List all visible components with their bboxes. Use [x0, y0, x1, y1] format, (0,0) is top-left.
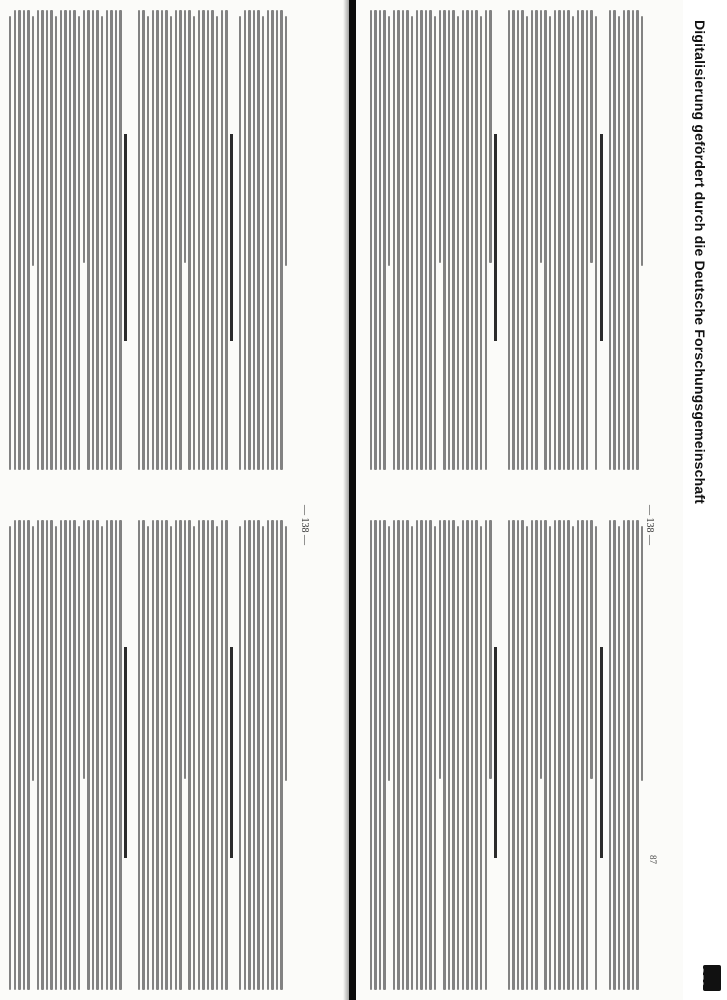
text-line — [508, 520, 510, 990]
section-heading-mark — [600, 647, 603, 859]
text-line — [434, 526, 436, 990]
text-line — [627, 10, 629, 470]
text-line — [64, 520, 66, 990]
text-line — [572, 16, 574, 470]
text-line — [406, 520, 408, 990]
text-line — [572, 526, 574, 990]
text-line — [448, 10, 450, 470]
text-line — [221, 10, 223, 470]
text-line — [285, 526, 287, 781]
dfg-logo-label: DFG — [695, 968, 705, 987]
text-line — [280, 520, 282, 990]
text-line — [609, 520, 611, 990]
text-line — [567, 10, 569, 470]
text-line — [549, 526, 551, 990]
section-heading-mark — [230, 647, 233, 859]
text-line — [78, 526, 80, 990]
text-line — [508, 10, 510, 470]
text-line — [257, 520, 259, 990]
text-line — [83, 10, 85, 263]
text-line — [27, 10, 29, 470]
text-line — [165, 520, 167, 990]
text-line — [429, 10, 431, 470]
text-line — [393, 10, 395, 470]
text-line — [147, 526, 149, 990]
text-line — [526, 526, 528, 990]
text-line — [517, 520, 519, 990]
text-line — [280, 10, 282, 470]
text-line — [179, 520, 181, 990]
text-line — [198, 10, 200, 470]
text-line — [73, 520, 75, 990]
text-line — [188, 10, 190, 470]
text-line — [156, 520, 158, 990]
left-page — [0, 0, 350, 1000]
text-line — [471, 520, 473, 990]
text-line — [78, 16, 80, 470]
text-line — [165, 10, 167, 470]
text-line — [262, 16, 264, 470]
text-line — [193, 526, 195, 990]
text-line — [370, 520, 372, 990]
text-line — [18, 520, 20, 990]
text-line — [202, 10, 204, 470]
text-line — [641, 526, 643, 781]
text-line — [623, 520, 625, 990]
text-line — [92, 520, 94, 990]
text-line — [37, 520, 39, 990]
text-line — [14, 520, 16, 990]
text-line — [402, 10, 404, 470]
text-line — [207, 10, 209, 470]
text-line — [115, 10, 117, 470]
text-line — [106, 520, 108, 990]
text-line — [383, 520, 385, 990]
text-line — [457, 16, 459, 470]
text-line — [540, 520, 542, 779]
text-line — [402, 520, 404, 990]
text-line — [531, 10, 533, 470]
text-line — [383, 10, 385, 470]
text-line — [248, 10, 250, 470]
text-line — [618, 16, 620, 470]
text-line — [448, 520, 450, 990]
text-line — [211, 520, 213, 990]
text-line — [489, 10, 491, 263]
text-line — [225, 10, 227, 470]
text-line — [271, 10, 273, 470]
text-line — [285, 16, 287, 266]
text-line — [393, 520, 395, 990]
text-line — [517, 10, 519, 470]
section-heading-mark — [230, 134, 233, 341]
text-line — [388, 526, 390, 781]
text-line — [175, 520, 177, 990]
text-line — [577, 520, 579, 990]
page-edge-mark: 87 — [648, 855, 658, 864]
text-line — [152, 520, 154, 990]
text-line — [64, 10, 66, 470]
text-line — [416, 10, 418, 470]
text-line — [96, 10, 98, 470]
text-line — [170, 16, 172, 470]
text-line — [439, 10, 441, 263]
text-line — [434, 16, 436, 470]
section-heading-mark — [600, 134, 603, 341]
text-line — [485, 10, 487, 470]
text-line — [554, 10, 556, 470]
text-line — [388, 16, 390, 266]
text-line — [609, 10, 611, 470]
text-line — [590, 10, 592, 263]
text-line — [262, 526, 264, 990]
text-line — [526, 16, 528, 470]
right-page-number: — 138 — — [644, 505, 655, 545]
text-line — [147, 16, 149, 470]
text-line — [138, 520, 140, 990]
text-line — [37, 10, 39, 470]
text-line — [595, 16, 597, 470]
text-line — [452, 520, 454, 990]
text-line — [374, 520, 376, 990]
text-line — [425, 520, 427, 990]
text-line — [69, 520, 71, 990]
text-line — [156, 10, 158, 470]
text-line — [225, 520, 227, 990]
text-line — [535, 520, 537, 990]
text-line — [521, 10, 523, 470]
text-line — [544, 520, 546, 990]
text-line — [581, 520, 583, 990]
text-line — [590, 520, 592, 779]
text-line — [425, 10, 427, 470]
text-line — [184, 520, 186, 779]
text-line — [9, 16, 11, 470]
text-line — [23, 520, 25, 990]
text-line — [18, 10, 20, 470]
text-line — [636, 520, 638, 990]
text-line — [211, 10, 213, 470]
text-line — [567, 520, 569, 990]
text-line — [60, 520, 62, 990]
text-line — [253, 520, 255, 990]
text-line — [586, 10, 588, 470]
text-line — [420, 10, 422, 470]
text-line — [60, 10, 62, 470]
text-line — [535, 10, 537, 470]
text-line — [406, 10, 408, 470]
text-line — [420, 520, 422, 990]
text-line — [244, 10, 246, 470]
section-heading-mark — [124, 647, 127, 859]
text-line — [641, 16, 643, 266]
text-line — [41, 10, 43, 470]
right-page — [356, 0, 683, 1000]
text-line — [46, 520, 48, 990]
text-line — [207, 520, 209, 990]
text-line — [32, 526, 34, 781]
text-line — [489, 520, 491, 779]
text-line — [370, 10, 372, 470]
section-heading-mark — [124, 134, 127, 341]
text-line — [110, 10, 112, 470]
text-line — [267, 520, 269, 990]
text-line — [374, 10, 376, 470]
text-line — [581, 10, 583, 470]
text-line — [471, 10, 473, 470]
text-line — [586, 520, 588, 990]
text-line — [257, 10, 259, 470]
text-line — [216, 526, 218, 990]
text-line — [161, 10, 163, 470]
text-line — [512, 10, 514, 470]
text-line — [632, 520, 634, 990]
text-line — [627, 520, 629, 990]
text-line — [549, 16, 551, 470]
text-line — [188, 520, 190, 990]
text-line — [439, 520, 441, 779]
text-line — [170, 526, 172, 990]
text-line — [14, 10, 16, 470]
text-line — [475, 10, 477, 470]
text-line — [138, 10, 140, 470]
text-line — [55, 526, 57, 990]
text-line — [101, 16, 103, 470]
text-line — [46, 10, 48, 470]
text-line — [429, 520, 431, 990]
text-line — [416, 520, 418, 990]
text-line — [69, 10, 71, 470]
text-line — [379, 10, 381, 470]
text-line — [110, 520, 112, 990]
text-line — [50, 10, 52, 470]
digitization-stamp-text: Digitalisierung gefördert durch die Deutsche Forschungsgemeinschaft — [692, 20, 708, 505]
text-line — [9, 526, 11, 990]
text-line — [27, 520, 29, 990]
text-line — [411, 526, 413, 990]
text-line — [457, 526, 459, 990]
text-line — [480, 16, 482, 470]
text-line — [115, 520, 117, 990]
text-line — [92, 10, 94, 470]
text-line — [485, 520, 487, 990]
text-line — [221, 520, 223, 990]
text-line — [32, 16, 34, 266]
section-heading-mark — [494, 647, 497, 859]
text-line — [253, 10, 255, 470]
text-line — [244, 520, 246, 990]
text-line — [83, 520, 85, 779]
text-line — [96, 520, 98, 990]
text-line — [544, 10, 546, 470]
text-line — [101, 526, 103, 990]
text-line — [106, 10, 108, 470]
text-line — [512, 520, 514, 990]
text-line — [161, 520, 163, 990]
text-line — [554, 520, 556, 990]
text-line — [202, 520, 204, 990]
text-line — [563, 520, 565, 990]
text-line — [462, 10, 464, 470]
text-line — [119, 520, 121, 990]
text-line — [87, 10, 89, 470]
text-line — [475, 520, 477, 990]
text-line — [563, 10, 565, 470]
text-line — [152, 10, 154, 470]
text-line — [521, 520, 523, 990]
text-line — [142, 10, 144, 470]
text-line — [613, 520, 615, 990]
text-line — [216, 16, 218, 470]
text-line — [452, 10, 454, 470]
text-line — [613, 10, 615, 470]
text-line — [276, 520, 278, 990]
left-page-number: — 138 — — [299, 505, 310, 545]
text-line — [531, 520, 533, 990]
text-line — [595, 526, 597, 990]
dfg-logo-icon — [703, 965, 721, 991]
text-line — [55, 16, 57, 470]
text-line — [239, 16, 241, 470]
text-line — [50, 520, 52, 990]
text-line — [73, 10, 75, 470]
text-line — [276, 10, 278, 470]
text-line — [23, 10, 25, 470]
text-line — [623, 10, 625, 470]
text-line — [411, 16, 413, 470]
text-line — [248, 520, 250, 990]
text-line — [443, 10, 445, 470]
text-line — [466, 10, 468, 470]
text-line — [239, 526, 241, 990]
text-line — [41, 520, 43, 990]
text-line — [443, 520, 445, 990]
text-line — [179, 10, 181, 470]
text-line — [397, 10, 399, 470]
text-line — [558, 10, 560, 470]
text-line — [577, 10, 579, 470]
text-line — [466, 520, 468, 990]
text-line — [119, 10, 121, 470]
text-line — [271, 520, 273, 990]
text-line — [87, 520, 89, 990]
text-line — [198, 520, 200, 990]
text-line — [462, 520, 464, 990]
section-heading-mark — [494, 134, 497, 341]
text-line — [632, 10, 634, 470]
text-line — [184, 10, 186, 263]
text-line — [480, 526, 482, 990]
text-line — [636, 10, 638, 470]
text-line — [175, 10, 177, 470]
text-line — [618, 526, 620, 990]
text-line — [142, 520, 144, 990]
text-line — [397, 520, 399, 990]
text-line — [379, 520, 381, 990]
text-line — [558, 520, 560, 990]
text-line — [267, 10, 269, 470]
text-line — [540, 10, 542, 263]
text-line — [193, 16, 195, 470]
